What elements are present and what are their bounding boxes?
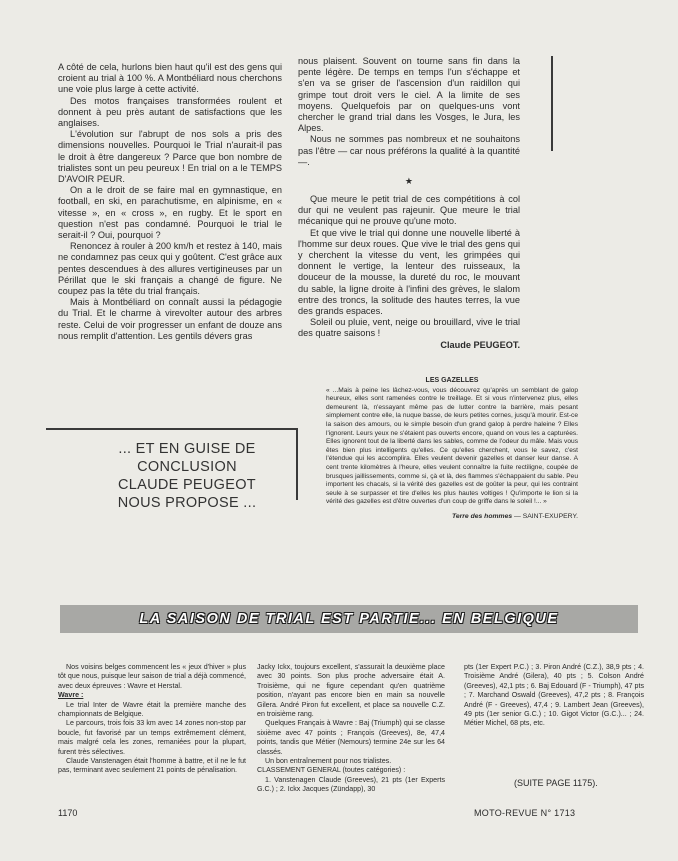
section-banner-title: LA SAISON DE TRIAL EST PARTIE... EN BELGIQUE [139,611,559,627]
paragraph: nous plaisent. Souvent on tourne sans fin dans la pente légère. De temps en temps l'un s'échappe et s'en va se griser de l'ascension d'un raidillon qui grimpe tout droit vers le ciel. A la limite de ses moyens. Quelquefois par on quelques-uns vont chercher le grand trial dans les Vosges, le Jura, les Alpes. [298,56,520,134]
paragraph: Soleil ou pluie, vent, neige ou brouillard, vive le trial des quatre saisons ! [298,317,520,339]
quote-source-title: Terre des hommes [451,512,513,520]
paragraph: Le trial Inter de Wavre était la première manche des championnats de Belgique. [58,700,246,719]
subheading: Wavre : [58,691,84,700]
paragraph: Et que vive le trial qui donne une nouvelle liberté à l'homme sur deux roues. Que vive le trial des gens qui y cherchent la vitesse du vent, les grimpées qui donnent le vertige, la lenteur des ruisseaux, la douceur de la mousse, la dureté du roc, le mouvant du sable, la ligne droite à l'infini des grèves, le slalom entre des troncs, la solitude des hautes terres, la vue des grands espaces. [298,227,520,317]
article-column-1 [58,62,282,342]
belgique-column-2 [257,663,445,795]
quote-title: LES GAZELLES [425,377,479,384]
vertical-rule [551,56,553,151]
paragraph: Nos voisins belges commencent les « jeux d'hiver » plus tôt que nous, puisque leur saison de trial a déjà commencé, avec deux épreuves : Wavre et Herstal. [58,663,246,690]
paragraph: 1. Vanstenagen Claude (Greeves), 21 pts (1er Experts G.C.) ; 2. Ickx Jacques (Zündapp), 30 [257,775,445,794]
paragraph: On a le droit de se faire mal en gymnastique, en football, en ski, en parachutisme, en alpinisme, en « vitesse », en « cross », en rugby. Et le sport en question n'est pas condamné. Pourquoi le trial le serait-il ? Oui, pourquoi ? [58,185,282,241]
paragraph: Renoncez à rouler à 200 km/h et restez à 140, mais ne condamnez pas ceux qui y goûtent. C'est grâce aux pentes descendues à des allures vertigineuses par un Périllat que le ski français a changé de figure. Ne coupez pas la tête du trial français. [58,241,282,297]
page-number: 1170 [58,808,78,818]
belgique-column-1 [58,663,246,776]
conclusion-heading [84,440,290,512]
author-signature: Claude PEUGEOT. [440,339,520,350]
magazine-footer: MOTO-REVUE N° 1713 [474,808,576,818]
paragraph: Claude Vanstenagen était l'homme à battre, et il ne le fut pas, terminant avec seulement 21 points de pénalisation. [58,757,246,775]
quote-source [326,513,578,522]
quote-text: « ...Mais à peine les lâchez-vous, vous découvrez qu'après un semblant de galop heureux, elles sont ramenées contre le treillage. Et si vous n'intervenez plus, elles demeurent là, n'essayant même pas de lutter contre la barrière, mais pesant simplement contre elle, la nuque basse, de leurs petites cornes, jusqu'à mourir. Est-ce la saison des amours, ou le simple besoin d'un grand galop à perdre haleine ? Elles l'ignorent. Leurs yeux ne s'étaient pas ouverts encore, quand on vous les a capturées. Elles ignorent tout de la liberté dans les sables, comme de l'odeur du mâle. Mais vous êtes bien plus intelligents qu'elles. Ce qu'elles cherchent, vous le savez, c'est l'étendue qui les accomplira. Elles veulent devenir gazelles et danser leur danse. A cent trente kilomètres à l'heure, elles veulent connaître la fuite rectiligne, coupée de brusques jaillissements, comme si, çà et là, des flammes s'échappaient du sable. Peu importent les chacals, si la vérité des gazelles est de goûter la peur, qui les contraint seule à se surpasser et tire d'elles les plus hautes voltiges ! Qu'importe le lion si la vérité des gazelles est d'être ouvertes d'un coup de griffe dans le soleil !... » [326,386,578,506]
quote-source-author: — SAINT-EXUPERY. [514,512,578,520]
conclusion-line-2: CLAUDE PEUGEOT [118,477,256,493]
paragraph: A côté de cela, hurlons bien haut qu'il est des gens qui croient au trial à 100 %. A Montbéliard nous cherchons une voie plus large à cette activité. [58,62,282,95]
paragraph: pts (1er Expert P.C.) ; 3. Piron André (C.Z.), 38,9 pts ; 4. Troisième André (Gilera), 40 pts ; 5. Colson André (Greeves), 42,1 pts ; 6. Baj Edouard (F - Triumph), 47 pts ; 7. Marchand Oswald (Greeves), 47,2 pts ; 8. François André (F - Greeves), 47,4 ; 9. Lambert Jean (Greeves), 49 pts (1er senior G.C.) ; 10. Gigot Victor (G.C.)... ; 24. Métier Michel, 68 pts, etc. [464,663,644,728]
paragraph: Que meure le petit trial de ces compétitions à col dur qui ne veulent pas rajeunir. Que meure le trial mécanique qui ne prouve qu'une moto. [298,194,520,227]
conclusion-line-3: NOUS PROPOSE ... [117,495,257,511]
paragraph: Des motos françaises transformées roulent et donnent à peu près autant de satisfactions que les anglaises. [58,95,282,129]
paragraph: Un bon entraînement pour nos trialistes. [265,757,392,766]
conclusion-line-1: ... ET EN GUISE DE CONCLUSION [118,441,256,475]
paragraph: L'évolution sur l'abrupt de nos sols a pris des dimensions nouvelles. Pourquoi le Trial n'aurait-il pas le droit à être dangereux ? Parce que bon nombre de trialistes sont un peu peureux ! En trial on a le TEMPS D'AVOIR PEUR. [58,129,282,185]
paragraph: Mais à Montbéliard on connaît aussi la pédagogie du Trial. Et le charme à virevolter autour des arbres reste. Celui de voir progresser un enfant de douze ans nous remplit d'attention. Les gentils dévers gras [58,297,282,341]
belgique-column-3 [464,663,644,729]
subheading: CLASSEMENT GENERAL (toutes catégories) : [257,766,406,775]
paragraph: Quelques Français à Wavre : Baj (Triumph) qui se classe sixième avec 47 points ; François (Greeves), 8e, 47,4 points, tandis que Métier (Nemours) termine 24e sur les 64 classés. [257,719,445,756]
continued-note: (SUITE PAGE 1175). [514,778,598,788]
article-column-2 [298,56,520,351]
paragraph: Jacky Ickx, toujours excellent, s'assurait la deuxième place avec 30 points. Son plus proche adversaire était A. Troisième, qui ne figure cependant qu'en quatrième position, n'ayant pas encore bien en main sa nouvelle Gilera. André Piron fut excellent, et place sa nouvelle C.Z. en troisième rang. [257,663,445,719]
paragraph: Le parcours, trois fois 33 km avec 14 zones non-stop par boucle, fut favorisé par un temps extrêmement clément, mais malgré cela les zones, remaniées pour la plupart, furent très sélectives. [58,719,246,756]
paragraph: Nous ne sommes pas nombreux et ne souhaitons pas l'être — car nous préférons la qualité à la quantité —. [298,134,520,167]
star-separator: ★ [404,176,414,187]
gazelles-quote [326,377,578,522]
